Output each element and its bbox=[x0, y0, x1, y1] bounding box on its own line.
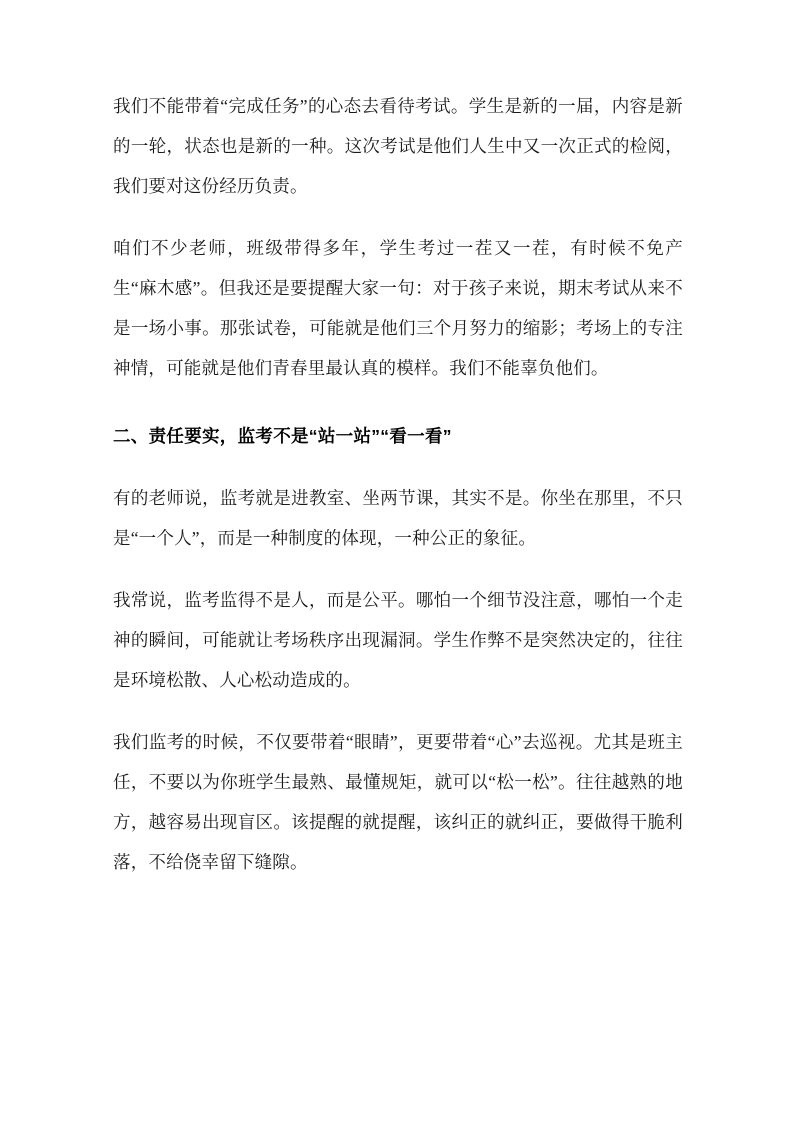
section-heading: 二、责任要实，监考不是“站一站”“看一看” bbox=[113, 426, 452, 446]
paragraph: 我们不能带着“完成任务”的心态去看待考试。学生是新的一届，内容是新的一轮，状态也是新的一种。这次考试是他们人生中又一次正式的检阅，我们要对这份经历负责。 bbox=[113, 96, 683, 196]
paragraph: 咱们不少老师，班级带得多年，学生考过一茬又一茬，有时候不免产生“麻木感”。但我还是要提醒大家一句：对于孩子来说，期末考试从来不是一场小事。那张试卷，可能就是他们三个月努力的缩影；考场上的专注神情，可能就是他们青春里最认真的模样。我们不能辜负他们。 bbox=[113, 238, 683, 378]
paragraph: 我们监考的时候，不仅要带着“眼睛”，更要带着“心”去巡视。尤其是班主任，不要以为你班学生最熟、最懂规矩，就可以“松一松”。往往越熟的地方，越容易出现盲区。该提醒的就提醒，该纠正的就纠正，要做得干脆利落，不给侥幸留下缝隙。 bbox=[113, 732, 683, 872]
paragraph: 有的老师说，监考就是进教室、坐两节课，其实不是。你坐在那里，不只是“一个人”，而是一种制度的体现，一种公正的象征。 bbox=[113, 488, 683, 548]
paragraph: 我常说，监考监得不是人，而是公平。哪怕一个细节没注意，哪怕一个走神的瞬间，可能就让考场秩序出现漏洞。学生作弊不是突然决定的，往往是环境松散、人心松动造成的。 bbox=[113, 590, 683, 690]
document-body bbox=[113, 86, 683, 882]
